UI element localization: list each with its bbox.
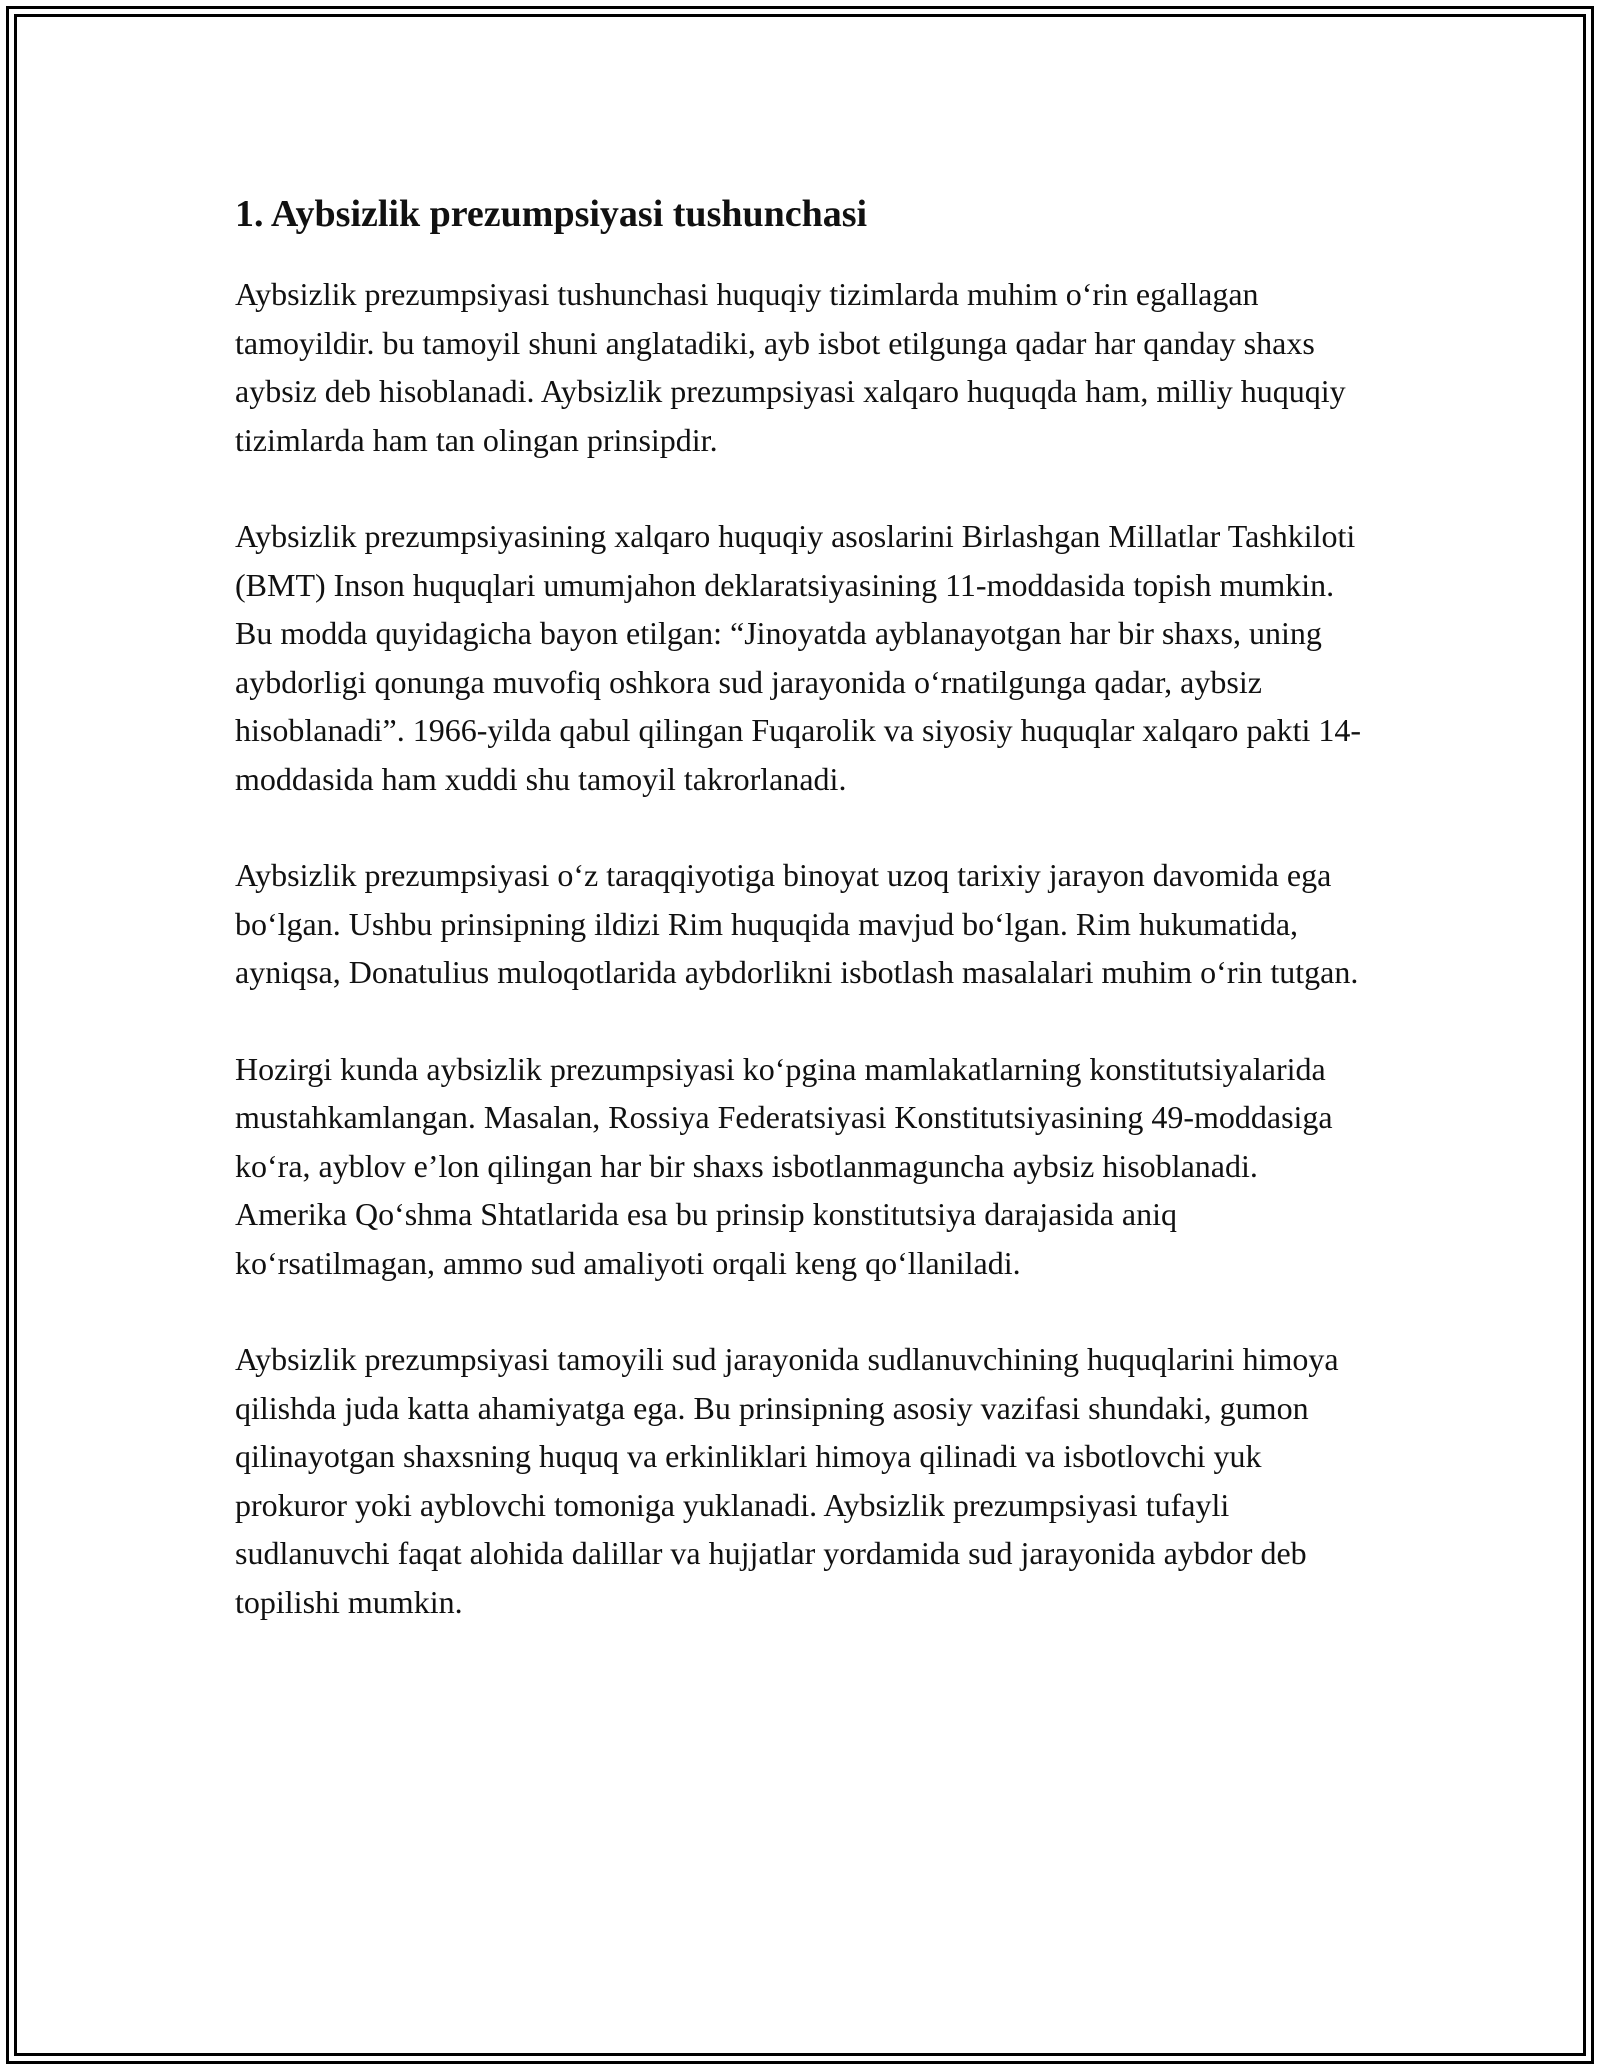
paragraph-history: Aybsizlik prezumpsiyasi o‘z taraqqiyotiga binoyat uzoq tarixiy jarayon davomida ega bo‘lgan. Ushbu prinsipning ildizi Rim huquqida mavjud bo‘lgan. Rim hukumatida, ayniqsa, Donatulius muloqotlarida aybdorlikni isbotlash masalalari muhim o‘rin tutgan. xyxy=(235,857,1359,990)
section-heading: 1. Aybsizlik prezumpsiyasi tushunchasi xyxy=(235,193,868,235)
paragraph-court-role: Aybsizlik prezumpsiyasi tamoyili sud jarayonida sudlanuvchining huquqlarini himoya qilishda juda katta ahamiyatga ega. Bu prinsipning asosiy vazifasi shundaki, gumon qilinayotgan shaxsning huquq va erkinliklari himoya qilinadi va isbotlovchi yuk prokuror yoki ayblovchi tomoniga yuklanadi. Aybsizlik prezumpsiyasi tufayli sudlanuvchi faqat alohida dalillar va hujjatlar yordamida sud jarayonida aybdor deb topilishi mumkin. xyxy=(235,1341,1339,1620)
paragraph-constitutions: Hozirgi kunda aybsizlik prezumpsiyasi ko‘pgina mamlakatlarning konstitutsiyalarida mustahkamlangan. Masalan, Rossiya Federatsiyasi Konstitutsiyasining 49-moddasiga ko‘ra, ayblov e’lon qilingan har bir shaxs isbotlanmaguncha aybsiz hisoblanadi. Amerika Qo‘shma Shtatlarida esa bu prinsip konstitutsiya darajasida aniq ko‘rsatilmagan, ammo sud amaliyoti orqali keng qo‘llaniladi. xyxy=(235,1050,1333,1281)
paragraph-international-basis: Aybsizlik prezumpsiyasining xalqaro huquqiy asoslarini Birlashgan Millatlar Tashkiloti (BMT) Inson huquqlari umumjahon deklaratsiyasining 11-moddasida topish mumkin. Bu modda quyidagicha bayon etilgan: “Jinoyatda ayblanayotgan har bir shaxs, uning aybdorligi qonunga muvofiq oshkora sud jarayonida o‘rnatilgunga qadar, aybsiz hisoblanadi”. 1966-yilda qabul qilingan Fuqarolik va siyosiy huquqlar xalqaro pakti 14-moddasida ham xuddi shu tamoyil takrorlanadi. xyxy=(235,518,1362,797)
document-body xyxy=(235,186,1370,1674)
paragraph-definition: Aybsizlik prezumpsiyasi tushunchasi huquqiy tizimlarda muhim o‘rin egallagan tamoyildir. bu tamoyil shuni anglatadiki, ayb isbot etilgunga qadar har qanday shaxs aybsiz deb hisoblanadi. Aybsizlik prezumpsiyasi xalqaro huquqda ham, milliy huquqiy tizimlarda ham tan olingan prinsipdir. xyxy=(235,276,1346,458)
